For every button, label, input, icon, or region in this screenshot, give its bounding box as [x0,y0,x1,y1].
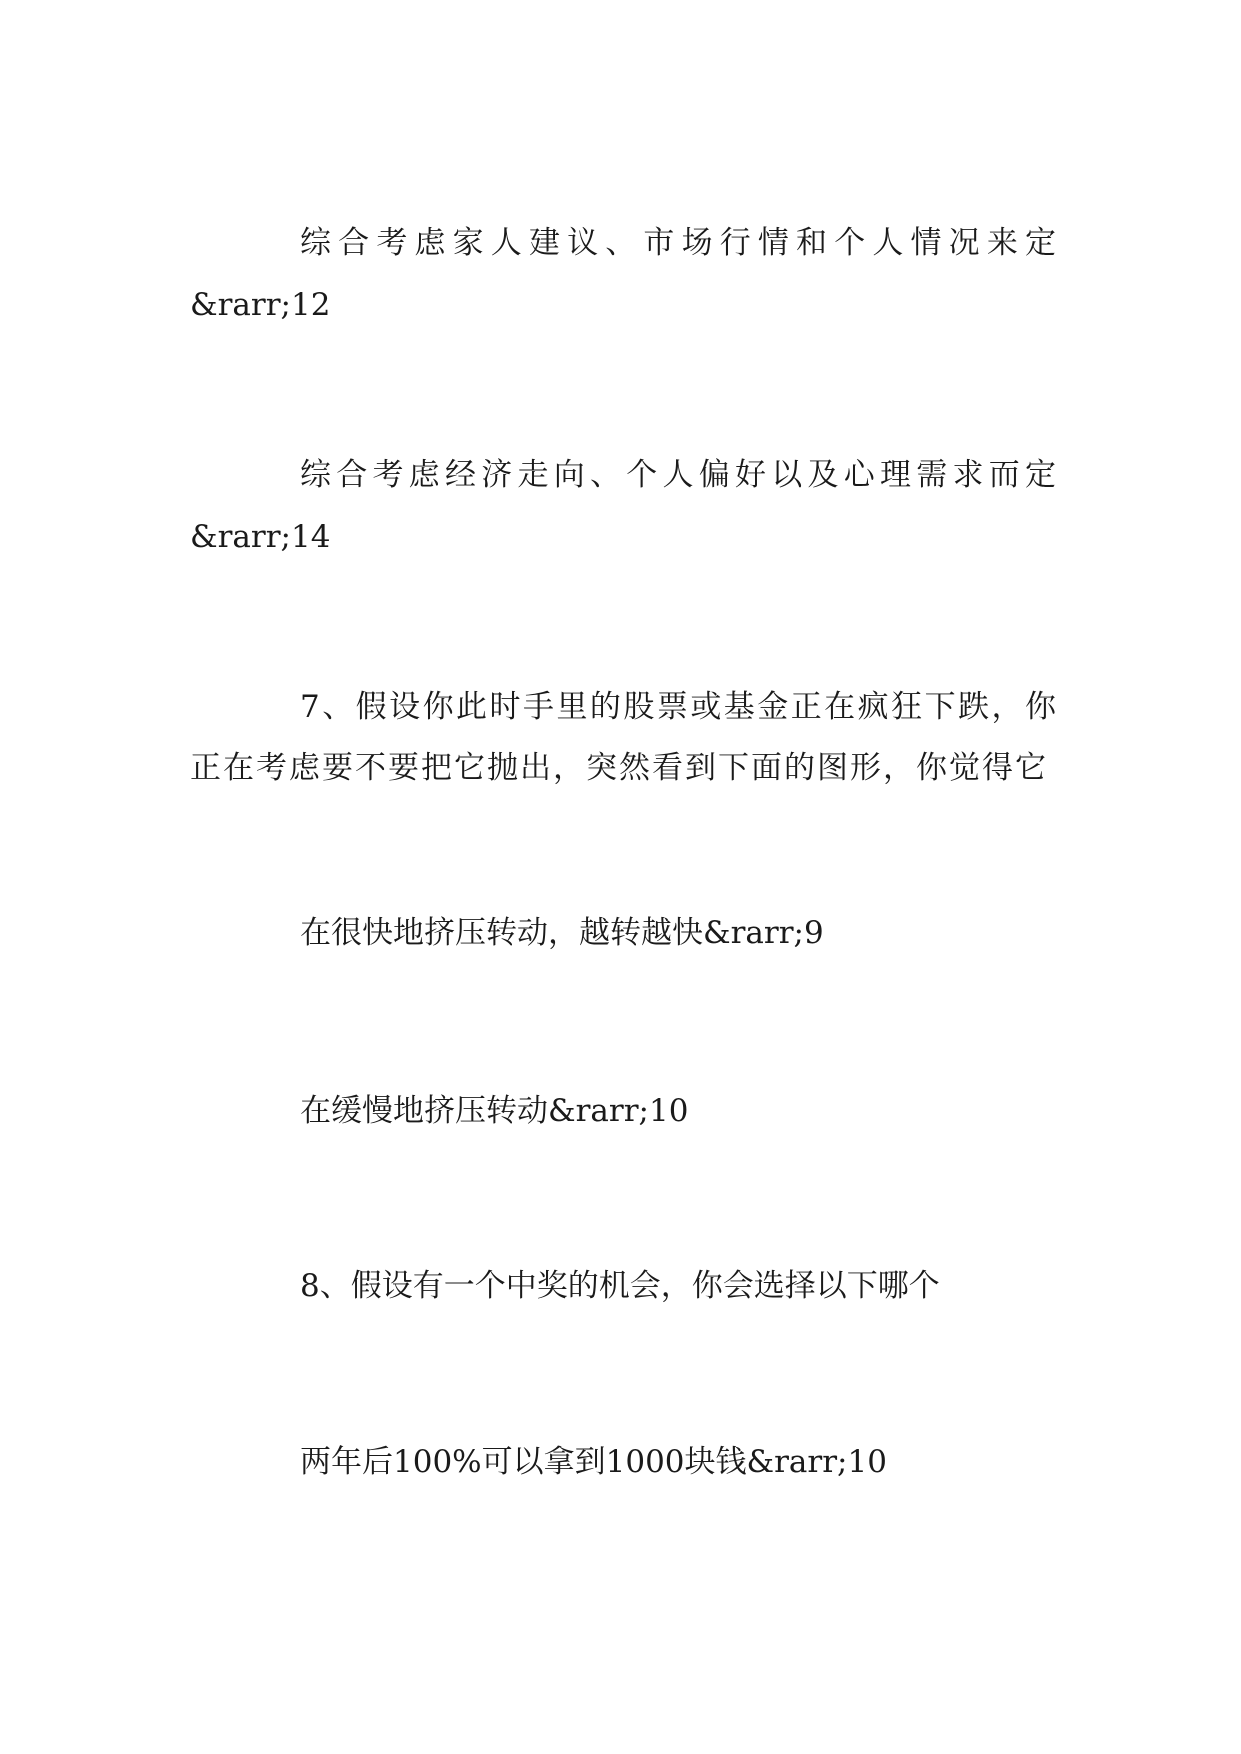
option-text: 综合考虑经济走向、个人偏好以及心理需求而定 [300,457,1056,493]
option-text: 在很快地挤压转动，越转越快&rarr;9 [300,915,824,951]
option-text: 在缓慢地挤压转动&rarr;10 [300,1093,689,1129]
option-text: 综合考虑家人建议、市场行情和个人情况来定 [300,225,1056,261]
question-8-text: 8、假设有一个中奖的机会，你会选择以下哪个 [300,1268,940,1304]
option-arrow-score: &rarr;14 [190,519,331,555]
option-text: 两年后100%可以拿到1000块钱&rarr;10 [300,1444,887,1480]
option-arrow-score: &rarr;12 [190,287,331,323]
question-7-text: 7、假设你此时手里的股票或基金正在疯狂下跌，你 [300,689,1056,725]
question-7-text-continued: 正在考虑要不要把它抛出，突然看到下面的图形，你觉得它 [190,750,1046,786]
